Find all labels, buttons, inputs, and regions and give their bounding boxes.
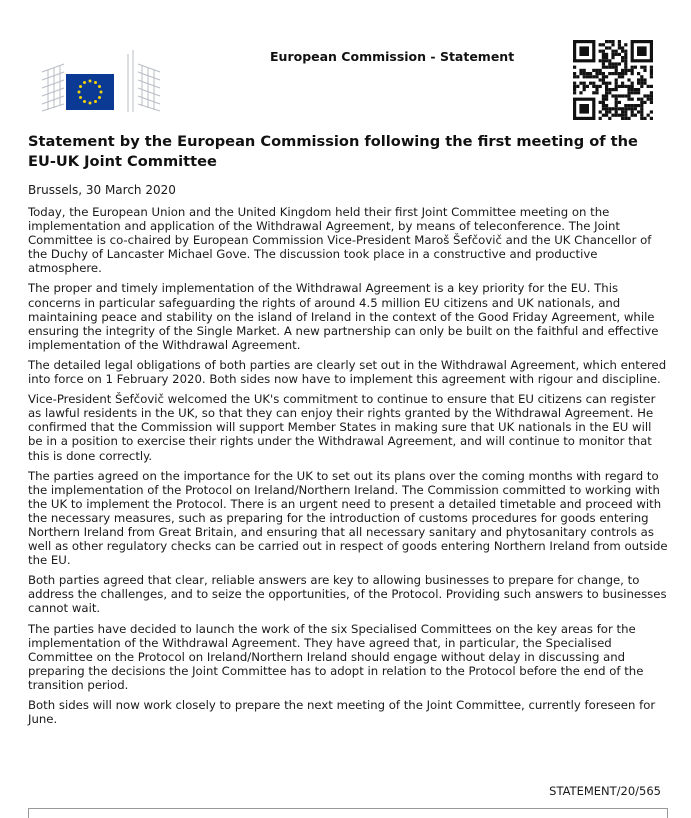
paragraph: Today, the European Union and the United Kingdom held their first Joint Committee meeting on the implementation and application of the Withdrawal Agreement, by means of teleconference. The Joint Committee is co-chaired by European Commission Vice-President Maroš Šefčovič and the UK Chancellor of the Duchy of Lancaster Michael Gove. The discussion took place in a constructive and productive atmosphere. [28, 205, 652, 276]
paragraph: The parties agreed on the importance for the UK to set out its plans over the coming months with regard to the implementation of the Protocol on Ireland/Northern Ireland. The Commission committed to working with the UK to implement the Protocol. There is an urgent need to present a detailed timetable and proceed with the necessary measures, such as preparing for the introduction of customs procedures for goods entering Northern Ireland from Great Britain, and ensuring that all necessary sanitary and phytosanitary controls as well as other regulatory checks can be carried out in respect of goods entering Northern Ireland from outside the EU. [28, 468, 668, 568]
dateline: Brussels, 30 March 2020 [28, 183, 176, 197]
footer-divider [28, 808, 668, 818]
paragraph: Both sides will now work closely to prepare the next meeting of the Joint Committee, currently foreseen for June. [28, 698, 656, 727]
paragraph: The parties have decided to launch the work of the six Specialised Committees on the key areas for the implementation of the Withdrawal Agreement. They have agreed that, in particular, the Specialised Committee on the Protocol on Ireland/Northern Ireland should engage without delay in discussing and preparing the decisions the Joint Committee has to adopt in relation to the Protocol before the end of the transition period. [28, 621, 644, 692]
page-header [0, 0, 691, 130]
paragraph: The detailed legal obligations of both parties are clearly set out in the Withdrawal Agreement, which entered into force on 1 February 2020. Both sides now have to implement this agreement with rigour and discipline. [28, 357, 667, 387]
statement-body [28, 205, 668, 732]
qr-code-icon [573, 40, 657, 120]
document-title: Statement by the European Commission following the first meeting of the EU-UK Joint Committee [28, 133, 638, 170]
document-reference: STATEMENT/20/565 [549, 784, 661, 798]
paragraph: Both parties agreed that clear, reliable answers are key to allowing businesses to prepare for change, to address the challenges, and to seize the opportunities, of the Protocol. Providing such answers to businesses cannot wait. [28, 573, 667, 616]
ec-logo-icon [40, 50, 162, 112]
paragraph: Vice-President Šefčovič welcomed the UK's commitment to continue to ensure that EU citizens can register as lawful residents in the UK, so that they can enjoy their rights granted by the Withdrawal Agreement. He confirmed that the Commission will support Member States in making sure that UK nationals in the EU will be in a position to exercise their rights under the Withdrawal Agreement, and will continue to monitor that this is done correctly. [28, 392, 656, 463]
header-title: European Commission - Statement [270, 49, 515, 64]
paragraph: The proper and timely implementation of the Withdrawal Agreement is a key priority for the EU. This concerns in particular safeguarding the rights of around 4.5 million EU citizens and UK nationals, and maintaining peace and stability on the island of Ireland in the context of the Good Friday Agreement, while ensuring the integrity of the Single Market. A new partnership can only be built on the faithful and effective implementation of the Withdrawal Agreement. [28, 281, 659, 352]
